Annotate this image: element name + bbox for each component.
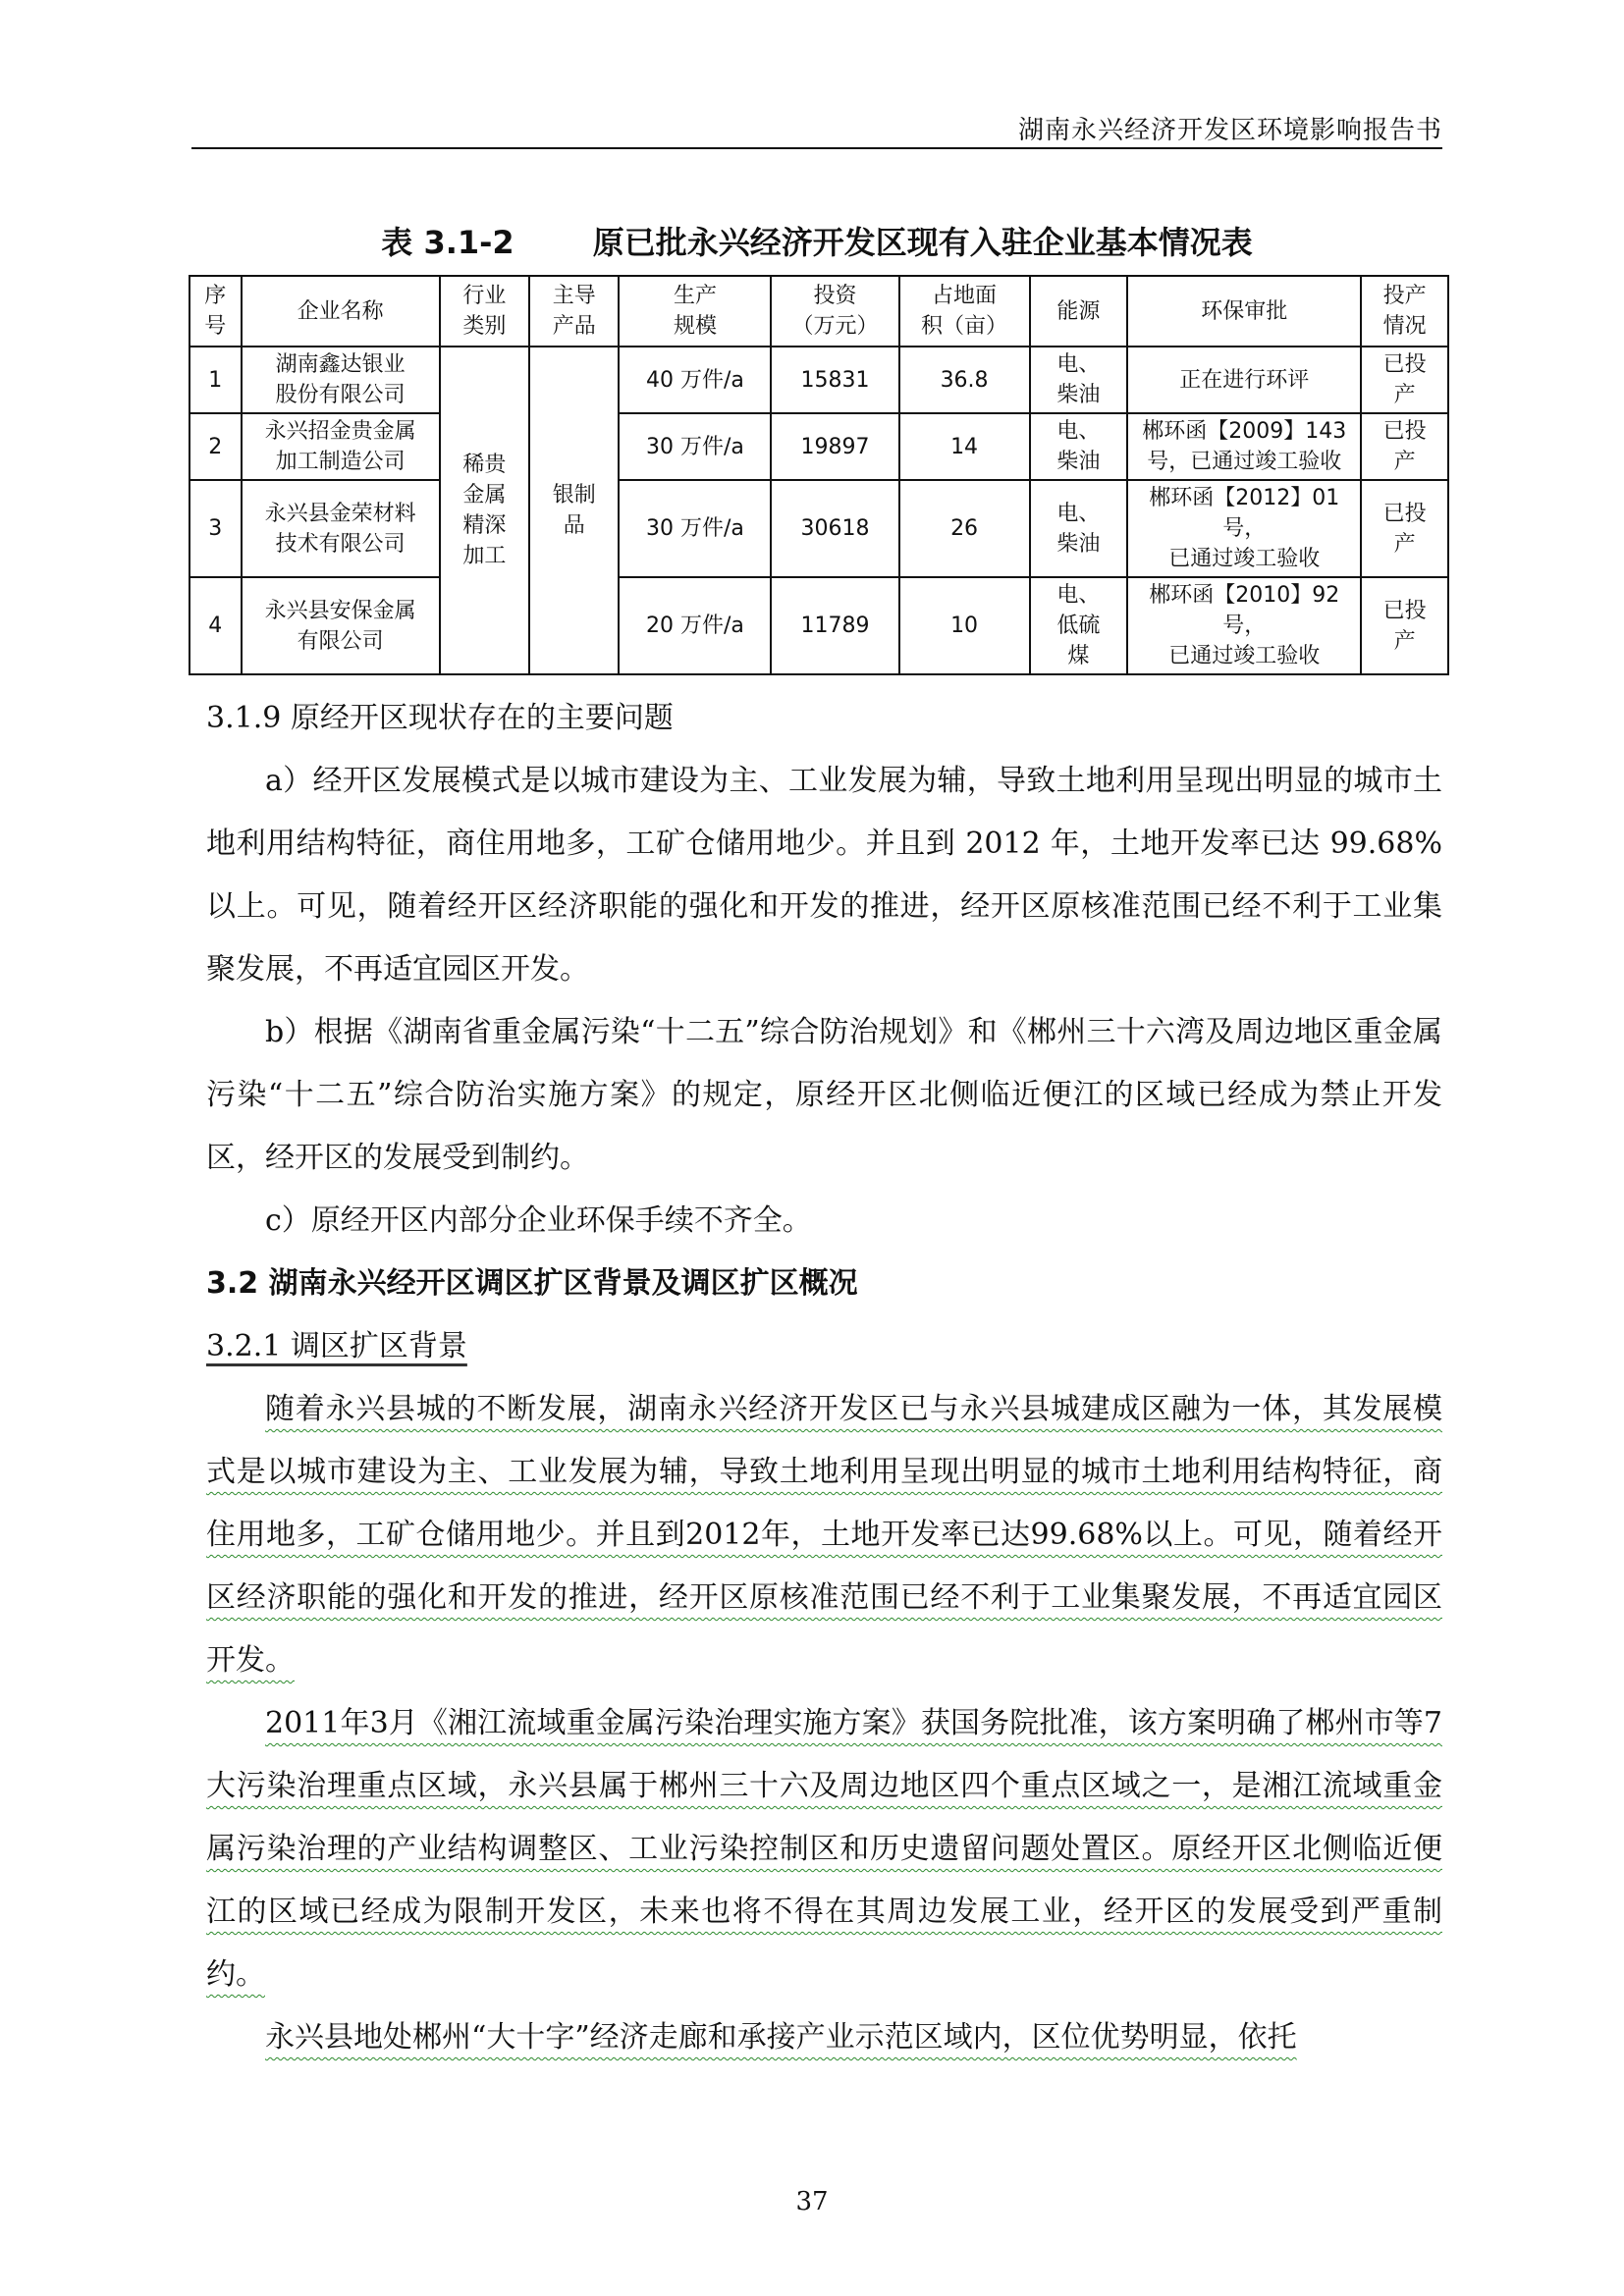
- table-caption-title: 原已批永兴经济开发区现有入驻企业基本情况表: [592, 224, 1253, 261]
- section-3-2-title: 3.2 湖南永兴经开区调区扩区背景及调区扩区概况: [206, 1266, 858, 1301]
- paragraph-3-1-9-c: c）原经开区内部分企业环保手续不齐全。: [265, 1203, 812, 1238]
- cell-name: 永兴县金荣材料 技术有限公司: [242, 480, 440, 577]
- cell-no: 4: [189, 577, 242, 674]
- page-number: 37: [795, 2187, 829, 2216]
- cell-no: 2: [189, 413, 242, 480]
- cell-energy: 电、 低硫 煤: [1030, 577, 1128, 674]
- cell-approval: 正在进行环评: [1127, 347, 1361, 413]
- cell-scale: 30 万件/a: [619, 413, 771, 480]
- table-row: [189, 347, 1448, 413]
- col-approval: 环保审批: [1127, 276, 1361, 347]
- cell-area: 36.8: [899, 347, 1030, 413]
- col-no: 序 号: [189, 276, 242, 347]
- cell-status: 已投 产: [1361, 577, 1448, 674]
- cell-investment: 30618: [771, 480, 898, 577]
- col-investment: 投资 （万元）: [771, 276, 898, 347]
- cell-status: 已投 产: [1361, 413, 1448, 480]
- cell-energy: 电、 柴油: [1030, 347, 1128, 413]
- table-caption: [191, 218, 1442, 263]
- revised-text: 随着永兴县城的不断发展，湖南永兴经济开发区已与永兴县城建成区融为一体，其发展模式是以城市建设为主、工业发展为辅，导致土地利用呈现出明显的城市土地利用结构特征，商住用地多，工矿仓储用地少。并且到2012年，土地开发率已达99.68%以上。可见，随着经开区经济职能的强化和开发的推进，经开区原核准范围已经不利于工业集聚发展，不再适宜园区开发。: [206, 1392, 1442, 1678]
- col-energy: 能源: [1030, 276, 1128, 347]
- table-caption-number: 表 3.1-2: [381, 224, 514, 261]
- cell-name: 永兴县安保金属 有限公司: [242, 577, 440, 674]
- table-row: [189, 577, 1448, 674]
- cell-approval: 郴环函【2012】01 号， 已通过竣工验收: [1127, 480, 1361, 577]
- cell-investment: 15831: [771, 347, 898, 413]
- col-status: 投产 情况: [1361, 276, 1448, 347]
- section-3-1-9-title: 3.1.9 原经开区现状存在的主要问题: [206, 701, 674, 735]
- cell-investment: 11789: [771, 577, 898, 674]
- revised-text: 永兴县地处郴州“大十字”经济走廊和承接产业示范区域内，区位优势明显，依托: [265, 2020, 1297, 2055]
- cell-scale: 20 万件/a: [619, 577, 771, 674]
- cell-area: 10: [899, 577, 1030, 674]
- cell-approval: 郴环函【2010】92 号， 已通过竣工验收: [1127, 577, 1361, 674]
- cell-no: 3: [189, 480, 242, 577]
- cell-approval: 郴环函【2009】143 号，已通过竣工验收: [1127, 413, 1361, 480]
- table-header-row: [189, 276, 1448, 347]
- cell-energy: 电、 柴油: [1030, 480, 1128, 577]
- header-rule: [191, 147, 1442, 149]
- paragraph-3-1-9-a: a）经开区发展模式是以城市建设为主、工业发展为辅，导致土地利用呈现出明显的城市土地利用结构特征，商住用地多，工矿仓储用地少。并且到 2012 年，土地开发率已达 99.68%以上。可见，随着经开区经济职能的强化和开发的推进，经开区原核准范围已经不利于工业集聚发展，不再适宜园区开发。: [206, 764, 1442, 987]
- body-content: [206, 687, 1442, 2069]
- cell-name: 永兴招金贵金属 加工制造公司: [242, 413, 440, 480]
- table-row: [189, 480, 1448, 577]
- paragraph-3-1-9-b: b）根据《湖南省重金属污染“十二五”综合防治规划》和《郴州三十六湾及周边地区重金属污染“十二五”综合防治实施方案》的规定，原经开区北侧临近便江的区域已经成为禁止开发区，经开区的发展受到制约。: [206, 1015, 1442, 1175]
- col-industry: 行业 类别: [440, 276, 529, 347]
- cell-energy: 电、 柴油: [1030, 413, 1128, 480]
- cell-product-merged: 银制 品: [529, 347, 619, 674]
- col-area: 占地面 积（亩）: [899, 276, 1030, 347]
- cell-no: 1: [189, 347, 242, 413]
- cell-name: 湖南鑫达银业 股份有限公司: [242, 347, 440, 413]
- paragraph-3-2-1-1: [206, 1378, 1442, 1692]
- cell-area: 14: [899, 413, 1030, 480]
- cell-scale: 30 万件/a: [619, 480, 771, 577]
- cell-scale: 40 万件/a: [619, 347, 771, 413]
- section-3-2-1-title-text: 3.2.1 调区扩区背景: [206, 1329, 467, 1363]
- col-name: 企业名称: [242, 276, 440, 347]
- cell-investment: 19897: [771, 413, 898, 480]
- cell-status: 已投 产: [1361, 347, 1448, 413]
- paragraph-3-2-1-2: [206, 1692, 1442, 2006]
- paragraph-3-2-1-3: [206, 2006, 1442, 2069]
- enterprise-table: [189, 275, 1449, 675]
- cell-area: 26: [899, 480, 1030, 577]
- col-product: 主导 产品: [529, 276, 619, 347]
- table-row: [189, 413, 1448, 480]
- revised-text: 2011年3月《湘江流域重金属污染治理实施方案》获国务院批准，该方案明确了郴州市等7大污染治理重点区域，永兴县属于郴州三十六及周边地区四个重点区域之一，是湘江流域重金属污染治理的产业结构调整区、工业污染控制区和历史遗留问题处置区。原经开区北侧临近便江的区域已经成为限制开发区，未来也将不得在其周边发展工业，经开区的发展受到严重制约。: [206, 1706, 1442, 1992]
- section-3-2-1-title: [206, 1315, 1442, 1378]
- cell-industry-merged: 稀贵 金属 精深 加工: [440, 347, 529, 674]
- cell-status: 已投 产: [1361, 480, 1448, 577]
- col-scale: 生产 规模: [619, 276, 771, 347]
- running-header: 湖南永兴经济开发区环境影响报告书: [1017, 116, 1442, 145]
